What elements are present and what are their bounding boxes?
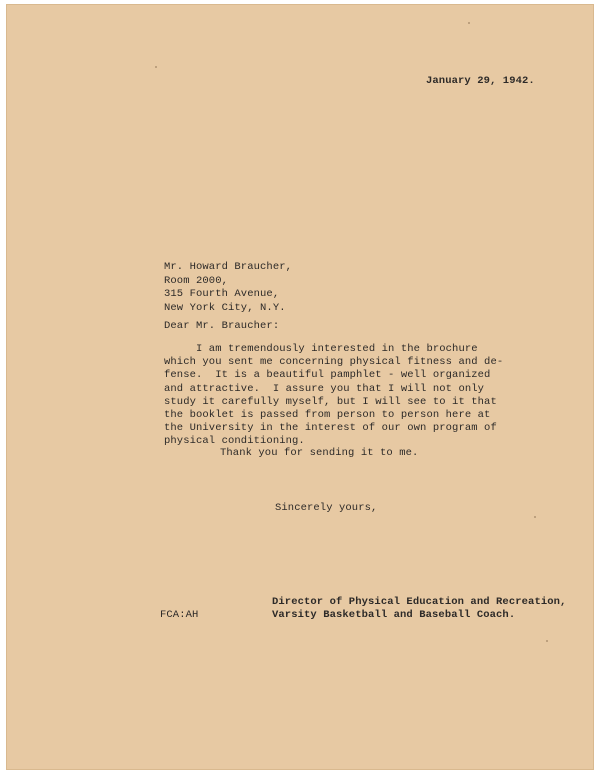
signature-title-line: Varsity Basketball and Baseball Coach. — [272, 609, 516, 621]
paper-speck — [155, 66, 157, 68]
letter-page — [6, 4, 594, 770]
body-line: fense. It is a beautiful pamphlet - well organized — [164, 369, 491, 382]
letter-date: January 29, 1942. — [426, 75, 535, 87]
body-line: which you sent me concerning physical fitness and de- — [164, 356, 504, 369]
closing: Sincerely yours, — [275, 502, 378, 514]
body-line: the booklet is passed from person to person here at — [164, 409, 491, 422]
signature-title — [272, 596, 566, 622]
signature-title-line: Director of Physical Education and Recreation, — [272, 596, 567, 608]
body-line: the University in the interest of our own program of — [164, 422, 497, 435]
paper-speck — [468, 22, 470, 24]
salutation: Dear Mr. Braucher: — [164, 320, 280, 332]
letter-body — [164, 343, 534, 449]
body-line: study it carefully myself, but I will see to it that — [164, 395, 497, 408]
paper-speck — [546, 640, 548, 642]
paper-speck — [534, 516, 536, 518]
recipient-address — [164, 261, 292, 315]
recipient-line: Room 2000, — [164, 274, 229, 287]
recipient-line: 315 Fourth Avenue, — [164, 288, 280, 300]
body-line: and attractive. I assure you that I will not only — [164, 382, 485, 395]
body-line: I am tremendously interested in the brochure — [164, 343, 478, 355]
thanks-line: Thank you for sending it to me. — [220, 447, 419, 459]
reference-initials: FCA:AH — [160, 609, 199, 621]
recipient-line: New York City, N.Y. — [164, 301, 286, 314]
recipient-line: Mr. Howard Braucher, — [164, 261, 293, 273]
body-line: physical conditioning. — [164, 435, 305, 448]
